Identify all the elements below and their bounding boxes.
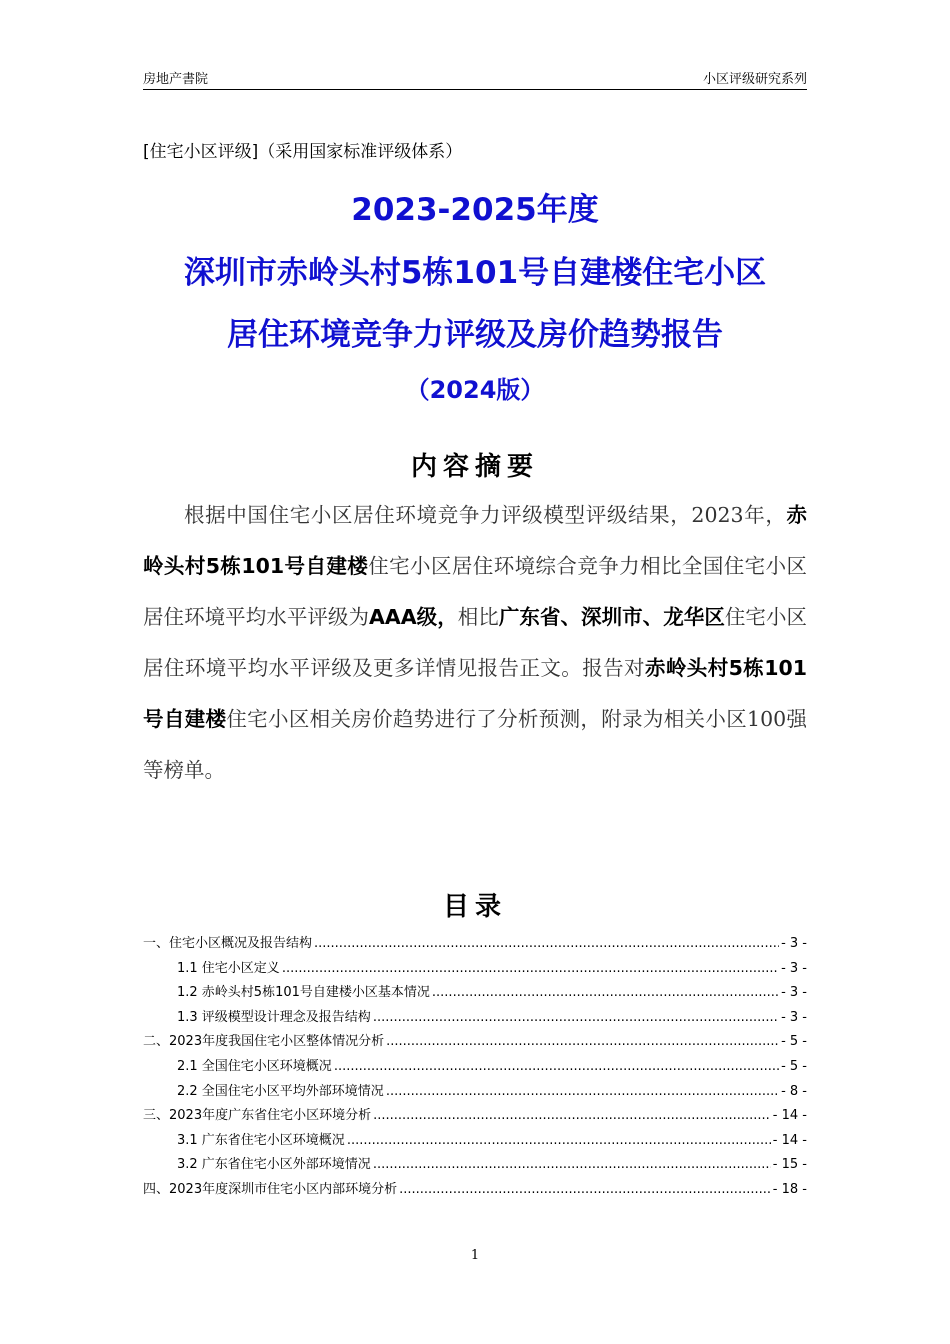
title-line-2: 深圳市赤岭头村5栋101号自建楼住宅小区	[183, 255, 767, 291]
abstract-highlight: 赤岭头村5栋101号自建楼	[143, 656, 807, 731]
toc-entry-title: 1.1 住宅小区定义	[177, 960, 280, 976]
toc-entry[interactable]	[143, 1080, 807, 1105]
title-line-1: 2023-2025年度	[351, 192, 599, 228]
header-publisher: 房地产書院	[143, 72, 209, 87]
toc-entry-title: 三、2023年度广东省住宅小区环境分析	[143, 1108, 372, 1124]
toc-entry-title: 3.1 广东省住宅小区环境概况	[177, 1132, 345, 1148]
abstract-highlight: 赤岭头村5栋101号自建楼	[143, 503, 807, 578]
toc-entry[interactable]	[143, 1104, 807, 1129]
table-of-contents	[143, 932, 807, 1203]
toc-entry-page: - 5 -	[781, 1034, 807, 1050]
toc-entry-title: 2.2 全国住宅小区平均外部环境情况	[177, 1083, 384, 1099]
toc-entry-page: - 5 -	[781, 1058, 807, 1074]
abstract-body	[143, 490, 807, 796]
toc-entry[interactable]	[143, 1153, 807, 1178]
toc-entry-page: - 14 -	[772, 1108, 807, 1124]
header-divider	[143, 89, 807, 90]
toc-dot-leader	[386, 1084, 779, 1099]
abstract-text: 相比	[457, 605, 499, 629]
toc-entry-page: - 3 -	[781, 985, 807, 1001]
toc-entry-page: - 3 -	[781, 936, 807, 951]
toc-dot-leader	[386, 1034, 779, 1049]
page-header	[143, 66, 807, 88]
abstract-highlight: 广东省、深圳市、龙华区	[498, 605, 725, 629]
page-number: 1	[470, 1248, 480, 1263]
toc-dot-leader	[373, 1010, 779, 1025]
toc-entry[interactable]	[143, 1030, 807, 1055]
toc-dot-leader	[282, 961, 779, 976]
header-series: 小区评级研究系列	[702, 72, 807, 87]
toc-entry-page: - 15 -	[772, 1157, 807, 1173]
toc-entry[interactable]	[143, 1129, 807, 1154]
toc-entry[interactable]	[143, 981, 807, 1006]
toc-entry-title: 一、住宅小区概况及报告结构	[143, 936, 313, 951]
abstract-heading: 内容摘要	[410, 452, 539, 482]
toc-dot-leader	[334, 1059, 779, 1074]
toc-entry-title: 3.2 广东省住宅小区外部环境情况	[177, 1157, 371, 1173]
toc-entry-page: - 3 -	[781, 960, 807, 976]
toc-dot-leader	[399, 1182, 771, 1197]
toc-entry[interactable]	[143, 1055, 807, 1080]
toc-entry-title: 1.2 赤岭头村5栋101号自建楼小区基本情况	[177, 985, 430, 1001]
toc-dot-leader	[373, 1108, 771, 1123]
abstract-text: 住宅小区居住环境平均水平评级及更多详情见报告正文。报告对	[143, 605, 808, 680]
toc-entry-title: 四、2023年度深圳市住宅小区内部环境分析	[143, 1181, 398, 1197]
toc-entry[interactable]	[143, 1178, 807, 1203]
toc-dot-leader	[314, 936, 779, 951]
abstract-text: 根据中国住宅小区居住环境竞争力评级模型评级结果，2023年，	[184, 503, 787, 527]
abstract-text: 住宅小区居住环境综合竞争力相比全国住宅小区居住环境平均水平评级为	[143, 554, 807, 629]
toc-entry-page: - 8 -	[781, 1083, 807, 1099]
toc-dot-leader	[347, 1133, 771, 1148]
title-line-3: 居住环境竞争力评级及房价趋势报告	[227, 317, 723, 353]
toc-entry[interactable]	[143, 1006, 807, 1031]
toc-entry-title: 1.3 评级模型设计理念及报告结构	[177, 1009, 371, 1025]
toc-entry-title: 二、2023年度我国住宅小区整体情况分析	[143, 1034, 385, 1050]
abstract-highlight: AAA级，	[369, 605, 458, 629]
toc-dot-leader	[432, 985, 779, 1000]
abstract-text: 住宅小区相关房价趋势进行了分析预测，附录为相关小区100强等榜单。	[143, 707, 807, 782]
toc-entry[interactable]	[143, 957, 807, 982]
title-edition: （2024版）	[405, 376, 545, 404]
report-category-tag: [住宅小区评级]（采用国家标准评级体系）	[143, 142, 463, 162]
toc-entry-page: - 3 -	[781, 1009, 807, 1025]
toc-entry[interactable]	[143, 932, 807, 957]
toc-heading: 目录	[442, 892, 507, 922]
toc-entry-page: - 18 -	[772, 1181, 807, 1197]
toc-entry-page: - 14 -	[772, 1132, 807, 1148]
toc-dot-leader	[373, 1157, 771, 1172]
toc-entry-title: 2.1 全国住宅小区环境概况	[177, 1058, 332, 1074]
